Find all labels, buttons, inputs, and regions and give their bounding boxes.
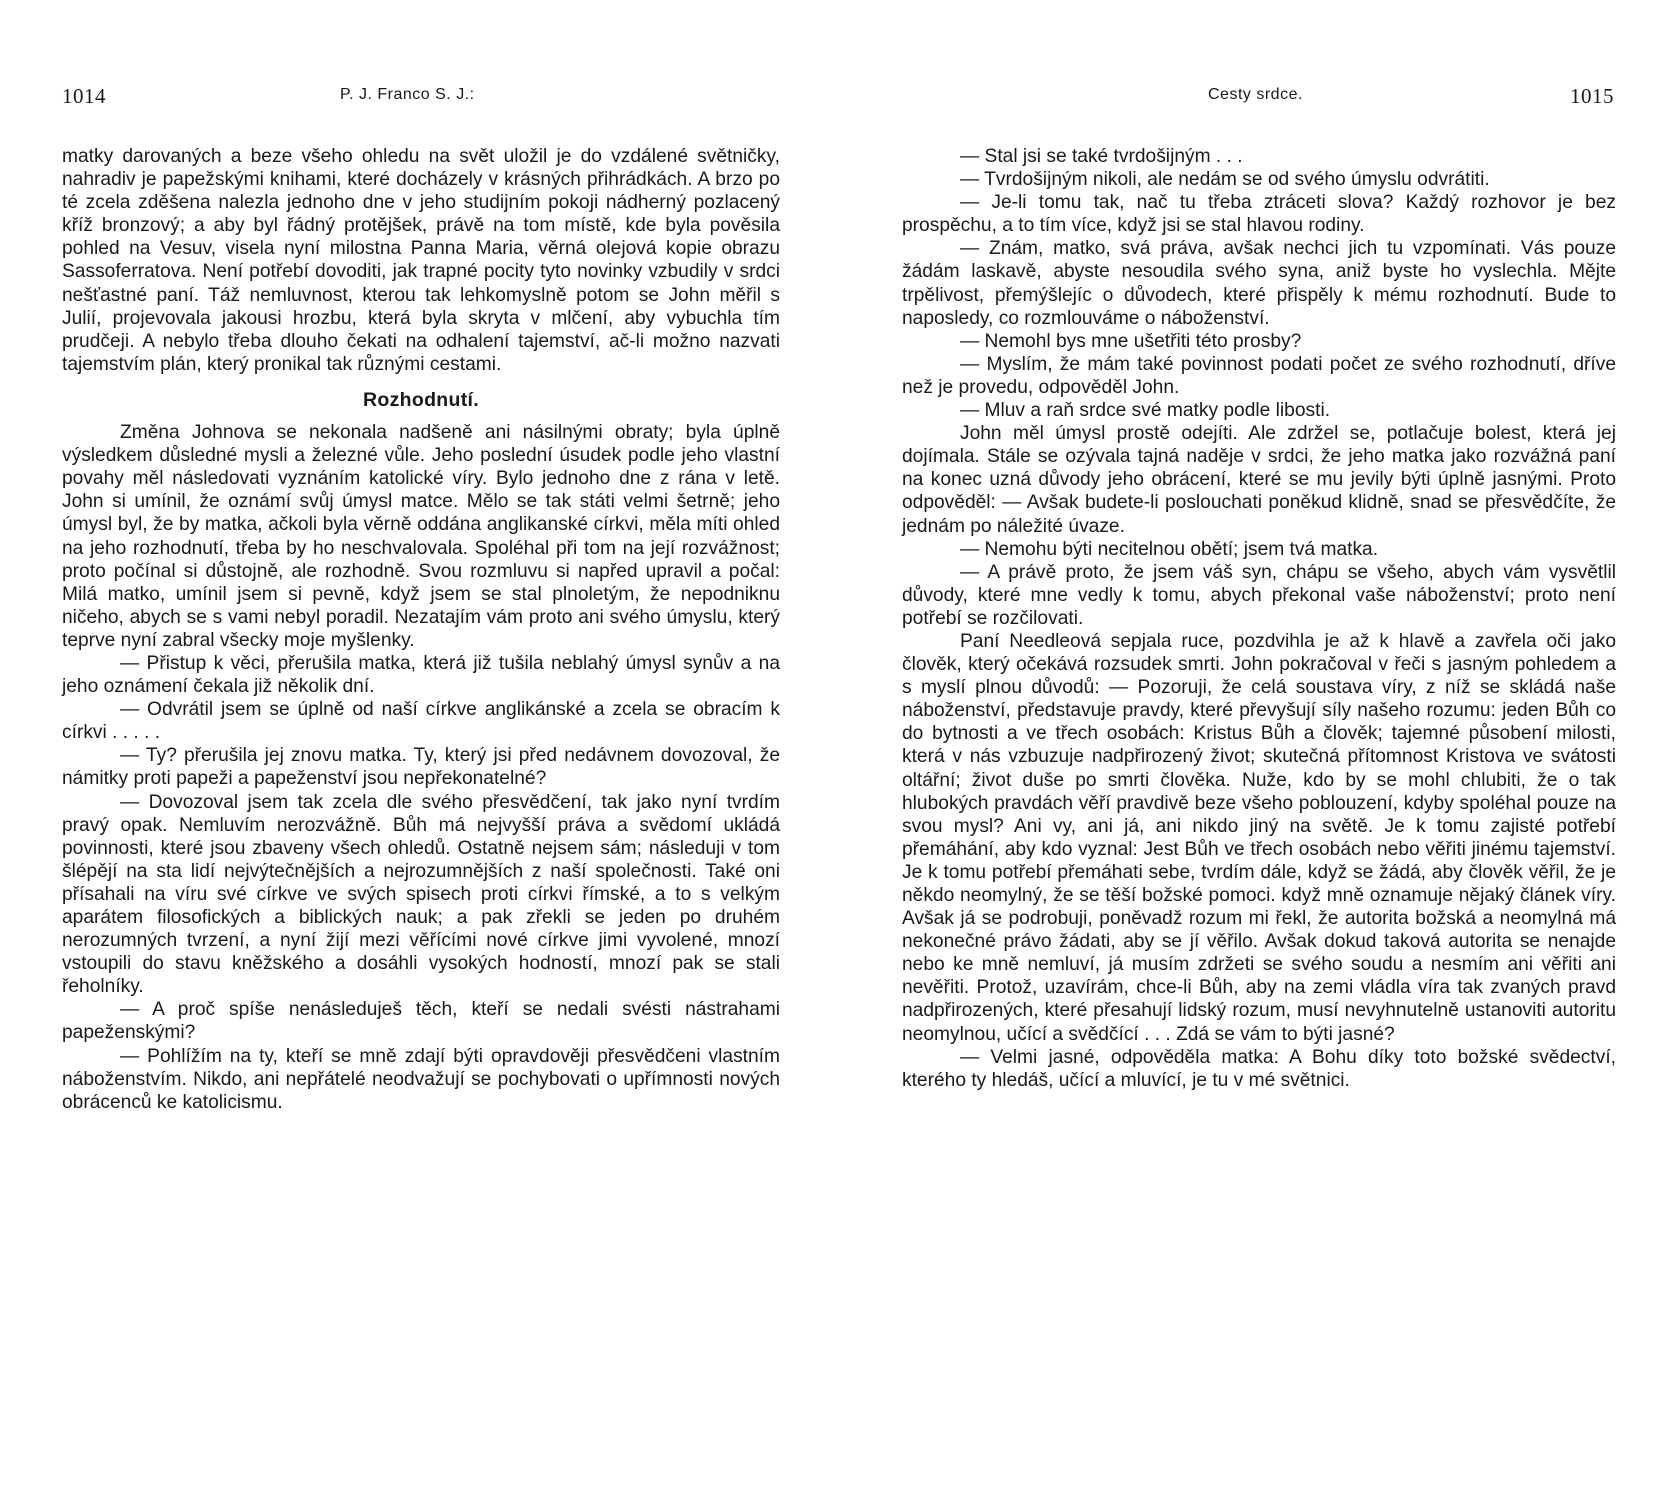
right-page-number: 1015: [1570, 84, 1614, 108]
paragraph: — A právě proto, že jsem váš syn, chápu se všeho, abych vám vysvětlil důvody, které mne vedly k tomu, abych překonal vaše náboženství; proto není potřebí se rozčilovati.: [902, 561, 1616, 629]
right-running-head: Cesty srdce.: [1208, 86, 1303, 103]
paragraph: — Je-li tomu tak, nač tu třeba ztráceti slova? Každý rozhovor je bez prospěchu, a to tím více, když jsi se stal hlavou rodiny.: [902, 192, 1616, 237]
left-page-header: [62, 84, 780, 114]
right-page-body: [902, 145, 1616, 1092]
paragraph: Paní Needleová sepjala ruce, pozdvihla je až k hlavě a zavřela oči jako člověk, který očekává rozsudek smrti. John pokračoval v řeči s jasným pohledem a s myslí plnou důvodů: — Pozoruji, že celá soustava víry, z níž se skládá naše náboženství, představuje pravdy, které převyšují síly našeho rozumu: jeden Bůh co do bytnosti a ve třech osobách: Kristus Bůh a člověk; tajemné působení milosti, která v nás vzbuzuje nadpřirozený život; skutečná přítomnost Kristova ve svátosti oltářní; život duše po smrti člověka. Nuže, kdo by se mohl chlubiti, že o tak hlubokých pravdách věří pravdivě beze všeho poblouzení, kdyby spoléhal pouze na svou mysl? Ani vy, ani já, ani nikdo jiný na světě. Je k tomu zajisté potřebí přemáhání, aby kdo vyznal: Jest Bůh ve třech osobách nebo věřiti jinému tajemství. Je k tomu potřebí přemáhati sebe, tvrdím dále, když se žádá, aby člověk věřil, že je někdo neomylný, že se těší božské pomoci. když mně oznamuje nějaký článek víry. Avšak já se podrobuji, poněvadž rozum mi řekl, že autorita božská a neomylná má nekonečné právo žádati, aby se jí věřilo. Avšak dokud taková autorita se nenajde nebo ke mně nemluví, já musím zdržeti se svého soudu a nesmím ani věřiti ani nevěřiti. Protož, uzavírám, chce-li Bůh, aby na zemi vládla víra tak zvaných pravd nadpřirozených, které přesahují lidský rozum, musí nevyhnutelně ustanoviti autoritu neomylnou, učící a svědčící . . . Zdá se vám to býti jasné?: [902, 630, 1616, 1045]
left-page-body: [62, 145, 780, 1114]
paragraph: — Mluv a raň srdce své matky podle libosti.: [960, 400, 1331, 422]
right-page: [902, 0, 1616, 1500]
paragraph: John měl úmysl prostě odejíti. Ale zdržel se, potlačuje bolest, která jej dojímala. Stále se ozývala tajná naděje v srdci, že jeho matka jako rozvážná paní na konec uzná důvody jeho obrácení, které se mu jevily býti úplně jasnými. Proto odpověděl: — Avšak budete-li poslouchati poněkud klidně, snad se přesvědčíte, že jednám po náležité úvaze.: [902, 423, 1616, 537]
paragraph: — A proč spíše nenásleduješ těch, kteří se nedali svésti nástrahami papeženskými?: [62, 999, 780, 1044]
left-page: [62, 0, 780, 1500]
paragraph: — Myslím, že mám také povinnost podati počet ze svého rozhodnutí, dříve než je provedu, odpověděl John.: [902, 353, 1616, 398]
paragraph: matky darovaných a beze všeho ohledu na svět uložil je do vzdálené světničky, nahradiv je papežskými knihami, které docházely v krásných přihrádkách. A brzo po té zcela zděšena nalezla jednoho dne v jeho studijním pokoji nádherný pozlacený kříž bronzový; a aby byl řádný protějšek, právě na tom místě, kde byla pověsila pohled na Vesuv, visela nyní milostna Panna Maria, věrná olejová kopie obrazu Sassoferratova. Není potřebí dovoditi, jak trapné pocity tyto novinky vzbudily v srdci nešťastné paní. Táž nemluvnost, kterou tak lehkomyslně potom se John měřil s Julií, projevovala jakousi hrozbu, která byla skryta v mlčení, aby vybuchla tím prudčeji. A nebylo třeba dlouho čekati na odhalení tajemství, ač-li možno nazvati tajemstvím plán, který pronikal tak různými cestami.: [62, 146, 780, 375]
paragraph: — Nemohl bys mne ušetřiti této prosby?: [960, 330, 1302, 352]
paragraph: Změna Johnova se nekonala nadšeně ani násilnými obraty; byla úplně výsledkem důsledné mysli a železné vůle. Jeho poslední úsudek podle jeho vlastní povahy měl následovati vyznáním katolické víry. Bylo jednoho dne z rána v letě. John si umínil, že oznámí svůj úmysl matce. Mělo se tak státi velmi šetrně; jeho úmysl byl, že by matka, ačkoli byla věrně oddána anglikanské církvi, měla míti ohled na jeho rozhodnutí, třeba by ho neschvalovala. Spoléhal při tom na její rozvážnost; proto počínal si důstojně, ale rozhodně. Svou rozmluvu si napřed upravil a počal: Milá matko, umínil jsem si pevně, když jsem se stal plnoletým, že nepodniknu ničeho, abych se s vami nebyl poradil. Nezatajím vám proto ani svého úmyslu, který teprve nyní zabral všecky moje myšlenky.: [62, 422, 780, 651]
paragraph: — Ty? přerušila jej znovu matka. Ty, který jsi před nedávnem dovozoval, že námitky proti papeži a papeženství jsou nepřekonatelné?: [62, 745, 780, 790]
right-page-header: [902, 84, 1616, 114]
paragraph: — Přistup k věci, přerušila matka, která již tušila neblahý úmysl synův a na jeho oznámení čekala již několik dní.: [62, 652, 780, 698]
paragraph: — Dovozoval jsem tak zcela dle svého přesvědčení, tak jako nyní tvrdím pravý opak. Nemluvím nerozvážně. Bůh má nejvyšší práva a svědomí ukládá povinnosti, které jsou zbaveny všech ohledů. Ostatně nejsem sám; následuji v tom šlépějí na sta lidí nejvýtečnějších a nejrozumnějších z naší společnosti. Také oni přísahali na víru své církve ve svých spisech proti církvi římské, a to s velkým aparátem filosofických a biblických nauk; a pak zřekli se jeden po druhém nerozumných tvrzení, a nyní žijí mezi věřícími nové církve jimi vyvolené, mnozí vstoupili do stavu kněžského a dosáhli vysokých hodností, mnozí pak se stali řeholníky.: [62, 791, 780, 998]
paragraph: — Znám, matko, svá práva, avšak nechci jich tu vzpomínati. Vás pouze žádám laskavě, abyste nesoudila svého syna, aniž byste ho vyslechla. Mějte trpělivost, přemýšlejíc o důvodech, které přispěly k mému rozhodnutí. Bude to naposledy, co rozmlouváme o náboženství.: [902, 238, 1616, 329]
left-running-head: P. J. Franco S. J.:: [340, 86, 475, 103]
paragraph: — Odvrátil jsem se úplně od naší církve anglikánské a zcela se obracím k církvi . . . . .: [62, 699, 780, 744]
paragraph: — Pohlížím na ty, kteří se mně zdají býti opravdověji přesvědčeni vlastním náboženstvím. Nikdo, ani nepřátelé neodvažují se pochybovati o upřímnosti nových obrácenců ke katolicismu.: [62, 1045, 780, 1113]
left-page-number: 1014: [62, 84, 106, 108]
section-heading: Rozhodnutí.: [363, 388, 479, 411]
paragraph: — Stal jsi se také tvrdošijným . . .: [960, 146, 1243, 167]
paragraph: — Nemohu býti necitelnou obětí; jsem tvá matka.: [960, 538, 1379, 560]
paragraph: — Velmi jasné, odpověděla matka: A Bohu díky toto božské svědectví, kterého ty hledáš, učící a mluvící, je tu v mé světnici.: [902, 1046, 1616, 1091]
paragraph: — Tvrdošijným nikoli, ale nedám se od svého úmyslu odvrátiti.: [960, 169, 1490, 191]
